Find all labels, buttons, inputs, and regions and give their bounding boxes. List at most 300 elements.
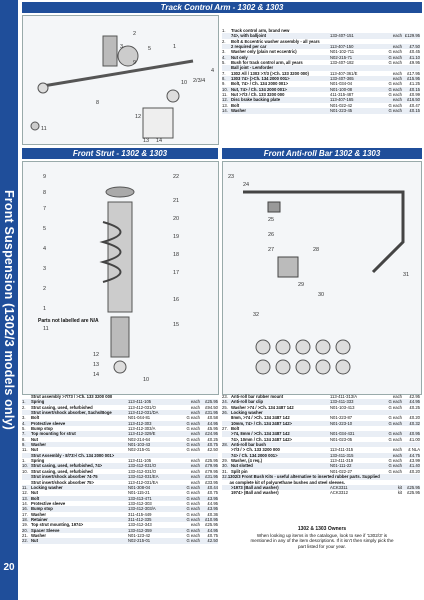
strut-callout-17: 17 [173,270,180,276]
table-cell: each [190,399,200,405]
table-cell: £0.36 [207,511,218,517]
table-cell: £31.95 [205,474,218,480]
table-cell: G each [186,426,200,432]
table-cell: N02-215-01 [128,538,151,544]
knuckle-shape [103,36,117,66]
callout-10: 10 [181,80,188,86]
table-cell: £1.25 [409,81,420,87]
table-cell: £17.95 [407,70,420,76]
table-cell: Strut Assembly - 8/73>/ Ch. 134 2000 001> [31,452,115,458]
bush-kit-shape [256,340,350,374]
table-cell: G each [186,420,200,426]
table-cell: £31.95 [205,410,218,416]
table-cell: Strut casing, used, refurbished [31,404,93,410]
table-cell: 74> / Ch. 134 2000 001> [231,452,278,458]
table-cell: N01-022-27 [330,468,353,474]
callout-2: 2 [133,31,137,37]
strut-callout-13: 13 [93,362,100,368]
table-cell: 2 required per car [231,44,267,50]
strut-callout-21: 21 [173,198,180,204]
table-cell: 3. [22,415,26,421]
table-cell: 2. [22,404,26,410]
table-cell: £0.75 [207,490,218,496]
table-cell: Strut insert/shock absorber 75> [31,479,94,485]
strut-parts-table [22,394,218,544]
table-cell: Anti-roll bar rubber mount [231,394,284,399]
strut-callout-19: 19 [173,234,180,240]
table-cell: 9. [222,81,226,87]
table-cell: G each [388,468,402,474]
table-cell: Washer [31,511,46,517]
table-cell: 113-411-315 [330,447,354,453]
table-cell: each [392,33,402,39]
table-cell: £7.50 [409,44,420,50]
table-cell: Nut >7/3 / Ch. 133 3200 000 [231,92,285,98]
table-cell: £0.20 [409,415,420,421]
table-cell: £3.99 [409,458,420,464]
table-cell: Strut insert/shock absorber, Sachs/Boge [31,410,112,416]
sidebar-title: Front Suspension (1302/3 models only) [2,189,16,431]
table-cell: £15.95 [407,76,420,82]
table-cell: G each [186,447,200,453]
ar-callout-23: 23 [228,174,235,180]
table-cell: £2.50 [207,447,218,453]
ar-callout-24: 24 [243,182,250,188]
table-cell: 113-412-031/DA [128,410,159,416]
table-cell: 133-412-359 [128,527,152,533]
table-cell: £1.00 [409,436,420,442]
table-cell: Retainer [31,516,48,522]
table-cell: each [190,410,200,416]
ar-callout-31: 31 [403,272,410,278]
table-cell: N01-100-08 [330,86,353,92]
strut-callout-18: 18 [173,252,180,258]
table-cell: Strut casing, used, refurbished [31,468,93,474]
strut-callout-5: 5 [43,226,47,232]
table-cell: 2. [222,38,226,44]
table-cell: G each [388,404,402,410]
table-cell: £25.95 [407,484,420,490]
table-cell: Nut only [231,54,248,60]
table-cell: Washer >74 / >Ch. 134 2487 142 [231,404,294,410]
table-cell: 133-413-471 [128,495,152,501]
table-cell: Bush for track control arm, all years [231,60,303,66]
table-cell: 113-411-319 [330,458,354,464]
table-cell: 12. [222,97,228,103]
table-cell: Nut [31,436,38,442]
table-cell: 311-415-449 [128,511,152,517]
table-cell: each [190,468,200,474]
table-cell: each [392,70,402,76]
table-cell: each [190,458,200,464]
strut-callout-16: 16 [173,297,180,303]
table-cell: each [392,76,402,82]
table-cell: N01-044-81 [128,415,151,421]
table-cell: £0.95 [409,431,420,437]
table-cell: £5.95 [207,426,218,432]
table-cell: G each [388,81,402,87]
table-cell: G each [388,60,402,66]
table-cell: 18. [22,516,28,522]
table-cell: £79.95 [205,468,218,474]
table-cell: Nut [31,538,38,544]
table-cell: 133-412-031/EA [128,474,159,480]
table-cell: G each [388,458,402,464]
anti-roll-diagram [222,161,422,395]
table-cell: 24. [222,399,228,405]
table-cell: £0.58 [207,415,218,421]
table-cell: 133-412-343 [128,522,152,528]
table-cell: G each [186,538,200,544]
table-cell: G each [388,415,402,421]
table-cell: 133-412-303/A [128,506,156,512]
table-cell: Protective sleeve [31,420,66,426]
table-cell: N01-308-04 [128,484,151,490]
table-cell: each [392,44,402,50]
track-parts-table [222,28,420,114]
table-cell: G each [186,442,200,448]
table-cell: each [392,452,402,458]
callout-12: 12 [135,114,142,120]
table-cell: 133-412-031/O [128,468,157,474]
table-cell: 5. [22,426,26,432]
table-cell: 12. [22,490,28,496]
table-cell: £0.75 [207,442,218,448]
table-cell: 133-411-315 [330,452,354,458]
table-cell: Bolt [31,415,40,421]
table-cell: 113-407-361/E [330,70,358,76]
table-cell: >74, 8mm / >Ch. 134 2487 142 [231,431,290,437]
table-cell: 9. [22,442,26,448]
table-row [222,490,420,495]
table-cell: ACK3312 [330,490,348,496]
table-cell: Protective sleeve [31,500,66,506]
table-cell: N01-223-10 [330,420,353,426]
table-cell: each [392,447,402,453]
table-cell: Nut [31,447,38,453]
control-arm-shape [43,61,193,86]
table-cell: Washer, (4 req.) [231,458,263,464]
table-cell: Bolt & Eccentric washer assembly - all years [231,38,320,44]
table-cell: G each [186,527,200,533]
table-cell: 311-412-335 [128,516,152,522]
table-cell: Bolt, 74> / Ch. 134 2000 001> [231,81,289,87]
table-cell: 14. [222,108,228,114]
ar-callout-32: 32 [253,312,260,318]
balljoint-shape [167,90,179,102]
table-cell: 7. [222,70,226,76]
strut-callout-12: 12 [93,352,100,358]
table-cell: G each [388,463,402,469]
bush-shape [38,83,48,93]
table-cell: 31. [222,468,228,474]
table-cell: G each [388,92,402,98]
table-cell: N01-034-431 [330,431,355,437]
table-cell: Anti-roll bar bush [231,442,266,448]
table-row [222,108,420,113]
table-cell: Spring [31,399,45,405]
table-cell: each [190,404,200,410]
table-cell: N02-215-01 [128,447,151,453]
table-cell: Washer only (plain not eccentric) [231,49,297,55]
table-cell: Anti-roll bar clip [231,399,264,405]
strut-callout-14: 14 [93,372,100,378]
table-cell: G each [186,506,200,512]
table-cell: 4. [22,420,26,426]
table-cell [222,490,231,495]
table-cell: £4.95 [207,500,218,506]
table-cell: 16. [22,506,28,512]
table-cell: N01-115-21 [128,490,150,496]
strut-callout-15: 15 [173,322,180,328]
table-cell: G each [388,399,402,405]
callout-2-3-4: 2/3/4 [193,78,206,84]
table-cell: £16.50 [407,97,420,103]
table-row [22,538,218,543]
table-cell: N01-103-43 [128,442,151,448]
table-cell: 8. [222,76,226,82]
table-cell: Washer [31,532,46,538]
nut-shape [31,122,39,130]
strut-note: Parts not labelled are N/A [38,318,99,324]
table-cell: Strut insert/shock absorber 74-75 [31,474,98,480]
table-cell: each [190,463,200,469]
table-cell: 10mm, 74> / Ch. 134 2487 142> [231,420,292,426]
mount-shape [268,202,280,212]
table-cell: £25.95 [205,399,218,405]
table-cell: 14. [22,500,28,506]
table-cell: £0.15 [409,108,420,114]
table-cell: G each [388,436,402,442]
strut-callout-20: 20 [173,216,180,222]
table-cell: ACK3311 [330,484,348,490]
table-cell: G each [186,532,200,538]
table-cell: 30. [222,463,228,469]
table-cell: G each [388,49,402,55]
table-cell: 113-412-329/E [128,431,156,437]
table-cell: £1.40 [409,463,420,469]
table-cell: Bolt [31,495,40,501]
table-cell: Washer [231,108,246,114]
lower-casing-shape [111,317,129,357]
table-cell: 25. [222,404,228,410]
strut-callout-2: 2 [43,286,47,292]
table-cell: £2.50 [207,538,218,544]
table-cell: >1973 (Ball and washer) [231,484,279,490]
table-cell: 20. [22,527,28,533]
table-cell: £0.25 [207,436,218,442]
table-cell: each [190,522,200,528]
table-cell: £4.75 [409,452,420,458]
table-cell: £4.95 [409,399,420,405]
table-cell: Track control arm, brand new [231,28,290,33]
table-cell: Ball joint - Lemforder [231,65,274,71]
table-cell: 11. [22,447,28,453]
table-cell: 17. [22,511,28,517]
table-cell: 113-412-303 [128,420,152,426]
table-cell: Bolt [231,102,240,108]
table-cell: 113-412-031/EA [128,479,159,485]
track-arm-diagram [22,15,219,145]
backing-plate-inset [143,108,173,138]
table-cell: £3.95 [207,495,218,501]
table-cell: 133-412-303 [128,500,152,506]
table-cell: as complete kit of polyurethane bushes and steel sleeves. [229,479,345,485]
table-cell: 133-412-031/O [128,463,157,469]
table-cell: each [392,394,402,399]
table-cell: G each [388,102,402,108]
table-cell: each [190,479,200,485]
sidebar [0,0,18,600]
table-cell: 1303 74> (>Ch. 134 2000 001> [231,76,290,82]
callout-5: 5 [148,46,152,52]
table-cell: G each [186,511,200,517]
table-cell: Spacer Sleeve [31,527,60,533]
table-cell: 411-315-487 [330,92,354,98]
table-cell: 27. [222,426,228,432]
ar-callout-27: 27 [268,247,275,253]
table-cell: £129.95 [404,33,420,39]
table-cell: 10. [22,463,28,469]
table-cell: 113-411-105 [128,458,152,464]
table-cell: Strut casing, used, refurbished, 74> [31,463,103,469]
table-cell: N02-214-64 [128,436,151,442]
callout-8: 8 [96,100,100,106]
table-cell: £4.95 [207,420,218,426]
table-cell: 26. [222,410,228,416]
table-cell: 22. [22,538,28,544]
table-cell: Nut slotted [231,463,253,469]
table-cell: £1.10 [409,54,420,60]
strut-callout-8: 8 [43,190,47,196]
table-cell: 19. [22,522,28,528]
callout-14: 14 [156,138,163,144]
callout-11: 11 [41,126,47,132]
table-cell: 113-411-313/A [330,394,358,399]
owners-line2: mentioned in any of the item descriptions. If it isn't then simply pick the [250,538,394,544]
table-cell: 113-412-031/O [128,404,156,410]
table-cell: 5. [222,60,226,66]
table-cell: N01-223-87 [330,415,353,421]
table-cell: 133-407-151 [330,33,354,39]
table-cell: 1974> (Ball and washer) [231,490,279,496]
strut-callout-10: 10 [143,377,150,383]
table-cell: G each [388,54,402,60]
front-strut-diagram [22,161,219,395]
table-cell: 4. [222,54,226,60]
callout-9: 9 [133,60,137,66]
table-cell: 3. [222,49,226,55]
table-cell: £25.95 [407,490,420,496]
table-cell: Nut [31,490,38,496]
table-cell: Spring [31,458,45,464]
table-cell: £0.20 [409,468,420,474]
table-cell: £25.95 [205,522,218,528]
strut-callout-1: 1 [43,306,47,312]
table-cell: 113-412-303/A [128,426,156,432]
table-cell: G each [186,490,200,496]
owners-title: 1302 & 1303 Owners [297,526,347,532]
table-cell: N01-022-42 [330,102,353,108]
strut-callout-22: 22 [173,174,180,180]
table-cell: N01-111-22 [330,463,352,469]
callout-1: 1 [173,44,177,50]
table-cell: £25.95 [205,458,218,464]
table-cell: Locking washer [31,484,63,490]
table-cell: 74>, 10mm / Ch. 134 2487 142> [231,436,292,442]
table-cell: Washer [31,442,46,448]
table-cell: 10. [22,468,28,474]
table-cell: 113-407-165 [330,97,354,103]
ar-callout-29: 29 [298,282,305,288]
table-cell: £0.15 [409,86,420,92]
table-cell: 1. [22,399,26,405]
strut-callout-11: 11 [43,326,49,332]
table-cell: G each [186,516,200,522]
table-cell: Locking washer [231,410,263,416]
table-cell: Strut assembly >7/73 / >Ch. 133 3200 000 [31,394,113,399]
table-cell: £0.25 [409,404,420,410]
table-cell: kit [397,484,402,490]
table-cell: £4.95 [207,527,218,533]
table-cell: 1. [222,28,226,33]
header-front-anti-roll: Front Anti-roll Bar 1302 & 1303 [222,148,422,159]
table-cell: £3.95 [207,506,218,512]
table-cell: Nut, 74> / Ch. 134 2000 001> [231,86,287,92]
table-cell: £0.47 [409,102,420,108]
ar-callout-26: 26 [268,232,275,238]
strut-callout-9: 9 [43,174,47,180]
table-cell: 11. [222,92,228,98]
table-cell: N01-102-711 [330,49,355,55]
table-cell: £10.95 [205,516,218,522]
table-cell: 1302 All / 1303 >7/3 (>Ch. 133 3200 000) [231,70,309,76]
table-cell: £79.95 [205,463,218,469]
table-cell: G each [388,420,402,426]
strut-callout-4: 4 [43,246,47,252]
table-cell: Bump stop [31,506,53,512]
owners-line1: When looking up items in the catalogue, look to see if '1302/3' is [256,532,388,538]
table-cell: 23. [222,394,228,399]
owners-note [232,527,412,549]
table-cell: N01-223-45 [330,108,353,114]
table-cell: N01-034-04 [330,81,353,87]
table-cell: G each [186,415,200,421]
table-cell: N01-123-42 [128,532,151,538]
table-cell: Top mounting for strut [31,431,76,437]
table-cell: N01-023-05 [330,436,353,442]
header-track-control-arm: Track Control Arm - 1302 & 1303 [22,2,422,13]
table-cell: each [190,474,200,480]
table-cell: 29. [222,458,228,464]
table-cell: £24.95 [205,431,218,437]
lower-nut-shape [114,361,126,373]
owners-line3: part listed for your year. [297,543,346,549]
table-cell: Split pin [231,468,248,474]
table-cell: £94.50 [205,404,218,410]
table-cell: £0.99 [409,92,420,98]
table-cell: 133-407-365 [330,76,354,82]
table-cell: 32. [222,474,228,480]
anti-roll-bar-shape [243,192,403,272]
table-cell: 10. [222,86,228,92]
table-cell: 133-411-333 [330,399,354,405]
table-cell: £ NLA [408,447,420,453]
table-cell: 133-407-182 [330,60,354,66]
page-number: 20 [3,562,15,573]
table-cell: each [392,97,402,103]
table-cell: G each [388,431,402,437]
